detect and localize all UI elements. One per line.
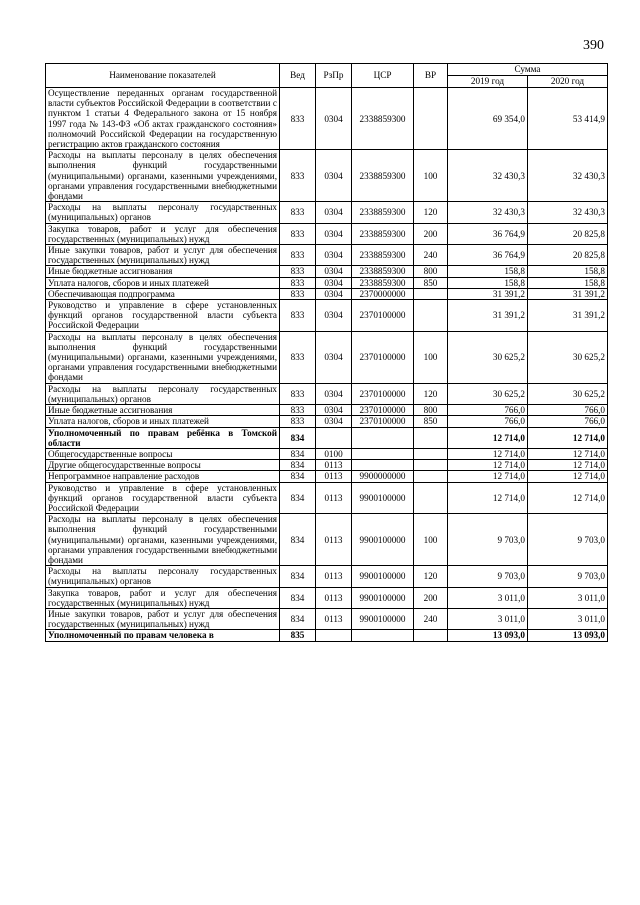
cell-rzpr: 0304 — [316, 245, 352, 266]
cell-2020: 31 391,2 — [528, 300, 608, 332]
cell-vr: 850 — [414, 277, 448, 288]
cell-2019: 12 714,0 — [448, 471, 528, 482]
cell-ved: 833 — [280, 266, 316, 277]
table-row — [46, 266, 608, 277]
cell-name: Руководство и управление в сфере установленных функций органов государственной власти субъекта Российской Федерации — [46, 482, 280, 514]
table-row — [46, 88, 608, 150]
header-year-2020: 2020 год — [528, 76, 608, 88]
table-row — [46, 150, 608, 202]
cell-vr: 200 — [414, 587, 448, 608]
cell-vr — [414, 88, 448, 150]
cell-rzpr: 0113 — [316, 460, 352, 471]
cell-2019: 3 011,0 — [448, 608, 528, 629]
table-row — [46, 300, 608, 332]
table-row — [46, 514, 608, 566]
cell-rzpr: 0304 — [316, 277, 352, 288]
cell-ved: 833 — [280, 416, 316, 427]
table-header — [46, 64, 608, 88]
cell-vr: 100 — [414, 331, 448, 383]
cell-ved: 834 — [280, 448, 316, 459]
cell-rzpr: 0304 — [316, 288, 352, 299]
cell-2020: 30 625,2 — [528, 331, 608, 383]
table-row — [46, 427, 608, 448]
budget-table — [45, 63, 608, 642]
cell-csr — [352, 427, 414, 448]
cell-name: Расходы на выплаты персоналу в целях обеспечения выполнения функций государственными (муниципальными) органами, казенными учреждениями, органами управления государственными внебюджетными фондами — [46, 150, 280, 202]
cell-2020: 766,0 — [528, 405, 608, 416]
cell-2019: 766,0 — [448, 405, 528, 416]
cell-vr: 240 — [414, 608, 448, 629]
cell-ved: 833 — [280, 88, 316, 150]
cell-ved: 834 — [280, 566, 316, 587]
cell-2020: 158,8 — [528, 277, 608, 288]
cell-2020: 9 703,0 — [528, 566, 608, 587]
cell-2019: 12 714,0 — [448, 427, 528, 448]
cell-2019: 12 714,0 — [448, 448, 528, 459]
cell-2019: 30 625,2 — [448, 331, 528, 383]
cell-ved: 834 — [280, 608, 316, 629]
cell-csr: 2338859300 — [352, 245, 414, 266]
cell-2020: 20 825,8 — [528, 245, 608, 266]
cell-rzpr: 0113 — [316, 471, 352, 482]
table-row — [46, 383, 608, 404]
table-row — [46, 460, 608, 471]
cell-2020: 12 714,0 — [528, 427, 608, 448]
table-body — [46, 88, 608, 642]
cell-2020: 13 093,0 — [528, 630, 608, 641]
cell-2019: 13 093,0 — [448, 630, 528, 641]
cell-2020: 20 825,8 — [528, 223, 608, 244]
cell-vr — [414, 482, 448, 514]
cell-csr — [352, 630, 414, 641]
cell-vr — [414, 427, 448, 448]
cell-2019: 9 703,0 — [448, 566, 528, 587]
cell-vr — [414, 471, 448, 482]
cell-csr: 2370100000 — [352, 331, 414, 383]
cell-csr: 9900100000 — [352, 587, 414, 608]
cell-name: Обеспечивающая подпрограмма — [46, 288, 280, 299]
cell-ved: 833 — [280, 202, 316, 223]
cell-rzpr: 0304 — [316, 223, 352, 244]
cell-2020: 3 011,0 — [528, 587, 608, 608]
cell-vr: 850 — [414, 416, 448, 427]
cell-rzpr: 0304 — [316, 266, 352, 277]
cell-2020: 12 714,0 — [528, 482, 608, 514]
cell-name: Уплата налогов, сборов и иных платежей — [46, 416, 280, 427]
header-rzpr: РзПр — [316, 64, 352, 88]
page-number: 390 — [583, 38, 604, 53]
cell-2020: 12 714,0 — [528, 471, 608, 482]
cell-2020: 158,8 — [528, 266, 608, 277]
header-csr: ЦСР — [352, 64, 414, 88]
cell-name: Уполномоченный по правам человека в — [46, 630, 280, 641]
cell-2019: 31 391,2 — [448, 300, 528, 332]
cell-ved: 833 — [280, 245, 316, 266]
cell-csr: 2338859300 — [352, 88, 414, 150]
cell-ved: 834 — [280, 587, 316, 608]
cell-name: Иные закупки товаров, работ и услуг для обеспечения государственных (муниципальных) нужд — [46, 245, 280, 266]
table-row — [46, 331, 608, 383]
cell-csr: 2370100000 — [352, 405, 414, 416]
cell-csr: 2370100000 — [352, 383, 414, 404]
cell-vr — [414, 288, 448, 299]
cell-csr — [352, 460, 414, 471]
cell-2019: 31 391,2 — [448, 288, 528, 299]
cell-name: Иные бюджетные ассигнования — [46, 266, 280, 277]
cell-name: Закупка товаров, работ и услуг для обеспечения государственных (муниципальных) нужд — [46, 223, 280, 244]
cell-2019: 12 714,0 — [448, 460, 528, 471]
cell-2019: 36 764,9 — [448, 245, 528, 266]
table-row — [46, 630, 608, 641]
cell-2020: 31 391,2 — [528, 288, 608, 299]
cell-name: Закупка товаров, работ и услуг для обеспечения государственных (муниципальных) нужд — [46, 587, 280, 608]
cell-ved: 833 — [280, 300, 316, 332]
cell-csr: 2338859300 — [352, 223, 414, 244]
cell-name: Иные бюджетные ассигнования — [46, 405, 280, 416]
cell-2020: 53 414,9 — [528, 88, 608, 150]
cell-vr: 120 — [414, 566, 448, 587]
cell-ved: 833 — [280, 331, 316, 383]
table-row — [46, 223, 608, 244]
cell-name: Уполномоченный по правам ребёнка в Томской области — [46, 427, 280, 448]
cell-rzpr: 0113 — [316, 608, 352, 629]
cell-2020: 3 011,0 — [528, 608, 608, 629]
table-row — [46, 277, 608, 288]
cell-rzpr: 0304 — [316, 383, 352, 404]
cell-csr: 2338859300 — [352, 266, 414, 277]
header-vr: ВР — [414, 64, 448, 88]
cell-csr: 9900100000 — [352, 514, 414, 566]
cell-rzpr — [316, 427, 352, 448]
table-row — [46, 587, 608, 608]
cell-vr — [414, 630, 448, 641]
cell-csr: 2370100000 — [352, 416, 414, 427]
cell-ved: 833 — [280, 150, 316, 202]
cell-name: Другие общегосударственные вопросы — [46, 460, 280, 471]
cell-csr: 9900100000 — [352, 608, 414, 629]
header-sum: Сумма — [448, 64, 608, 76]
cell-ved: 833 — [280, 277, 316, 288]
cell-name: Расходы на выплаты персоналу государственных (муниципальных) органов — [46, 383, 280, 404]
cell-csr: 9900000000 — [352, 471, 414, 482]
cell-2019: 766,0 — [448, 416, 528, 427]
cell-csr — [352, 448, 414, 459]
cell-vr: 800 — [414, 405, 448, 416]
cell-2019: 32 430,3 — [448, 202, 528, 223]
cell-ved: 833 — [280, 223, 316, 244]
cell-2020: 9 703,0 — [528, 514, 608, 566]
cell-2019: 158,8 — [448, 266, 528, 277]
cell-rzpr: 0100 — [316, 448, 352, 459]
cell-2020: 32 430,3 — [528, 202, 608, 223]
cell-rzpr: 0304 — [316, 331, 352, 383]
cell-rzpr: 0304 — [316, 416, 352, 427]
cell-vr: 800 — [414, 266, 448, 277]
cell-vr: 100 — [414, 514, 448, 566]
cell-ved: 834 — [280, 460, 316, 471]
cell-2019: 12 714,0 — [448, 482, 528, 514]
cell-csr: 2370100000 — [352, 300, 414, 332]
cell-2019: 158,8 — [448, 277, 528, 288]
cell-csr: 9900100000 — [352, 566, 414, 587]
cell-rzpr: 0304 — [316, 150, 352, 202]
cell-csr: 2338859300 — [352, 150, 414, 202]
cell-ved: 834 — [280, 482, 316, 514]
cell-name: Иные закупки товаров, работ и услуг для обеспечения государственных (муниципальных) нужд — [46, 608, 280, 629]
cell-rzpr: 0304 — [316, 202, 352, 223]
cell-name: Расходы на выплаты персоналу государственных (муниципальных) органов — [46, 566, 280, 587]
header-name: Наименование показателей — [46, 64, 280, 88]
cell-rzpr: 0113 — [316, 587, 352, 608]
table-row — [46, 471, 608, 482]
cell-rzpr: 0304 — [316, 88, 352, 150]
cell-name: Расходы на выплаты персоналу в целях обеспечения выполнения функций государственными (муниципальными) органами, казенными учреждениями, органами управления государственными внебюджетными фондами — [46, 331, 280, 383]
cell-2020: 32 430,3 — [528, 150, 608, 202]
cell-name: Руководство и управление в сфере установленных функций органов государственной власти субъекта Российской Федерации — [46, 300, 280, 332]
cell-rzpr: 0304 — [316, 300, 352, 332]
cell-2019: 9 703,0 — [448, 514, 528, 566]
cell-ved: 835 — [280, 630, 316, 641]
cell-name: Общегосударственные вопросы — [46, 448, 280, 459]
cell-2019: 36 764,9 — [448, 223, 528, 244]
cell-ved: 833 — [280, 405, 316, 416]
cell-csr: 2338859300 — [352, 202, 414, 223]
cell-name: Осуществление переданных органам государственной власти субъектов Российской Федерации в соответствии с пунктом 1 статьи 4 Федерального закона от 15 ноября 1997 года № 143-ФЗ «Об актах гражданского состояния» полномочий Российской Федерации на государственную регистрацию актов гражданского состояния — [46, 88, 280, 150]
cell-vr — [414, 448, 448, 459]
cell-name: Расходы на выплаты персоналу государственных (муниципальных) органов — [46, 202, 280, 223]
cell-rzpr: 0304 — [316, 405, 352, 416]
table-row — [46, 245, 608, 266]
cell-vr: 100 — [414, 150, 448, 202]
cell-rzpr — [316, 630, 352, 641]
cell-2019: 3 011,0 — [448, 587, 528, 608]
cell-2019: 30 625,2 — [448, 383, 528, 404]
table-row — [46, 482, 608, 514]
cell-rzpr: 0113 — [316, 566, 352, 587]
cell-2020: 30 625,2 — [528, 383, 608, 404]
cell-vr — [414, 300, 448, 332]
cell-csr: 9900100000 — [352, 482, 414, 514]
table-row — [46, 416, 608, 427]
cell-2020: 766,0 — [528, 416, 608, 427]
table-row — [46, 448, 608, 459]
cell-vr — [414, 460, 448, 471]
table-row — [46, 566, 608, 587]
cell-ved: 834 — [280, 471, 316, 482]
cell-2020: 12 714,0 — [528, 448, 608, 459]
cell-2019: 69 354,0 — [448, 88, 528, 150]
cell-ved: 833 — [280, 288, 316, 299]
cell-name: Непрограммное направление расходов — [46, 471, 280, 482]
table-row — [46, 288, 608, 299]
cell-name: Расходы на выплаты персоналу в целях обеспечения выполнения функций государственными (муниципальными) органами, казенными учреждениями, органами управления государственными внебюджетными фондами — [46, 514, 280, 566]
cell-vr: 200 — [414, 223, 448, 244]
header-year-2019: 2019 год — [448, 76, 528, 88]
cell-2020: 12 714,0 — [528, 460, 608, 471]
cell-ved: 834 — [280, 427, 316, 448]
table-row — [46, 405, 608, 416]
cell-rzpr: 0113 — [316, 514, 352, 566]
cell-vr: 120 — [414, 202, 448, 223]
cell-ved: 833 — [280, 383, 316, 404]
cell-vr: 240 — [414, 245, 448, 266]
table-row — [46, 202, 608, 223]
cell-rzpr: 0113 — [316, 482, 352, 514]
header-ved: Вед — [280, 64, 316, 88]
cell-2019: 32 430,3 — [448, 150, 528, 202]
table-row — [46, 608, 608, 629]
cell-ved: 834 — [280, 514, 316, 566]
cell-csr: 2338859300 — [352, 277, 414, 288]
cell-csr: 2370000000 — [352, 288, 414, 299]
cell-name: Уплата налогов, сборов и иных платежей — [46, 277, 280, 288]
cell-vr: 120 — [414, 383, 448, 404]
